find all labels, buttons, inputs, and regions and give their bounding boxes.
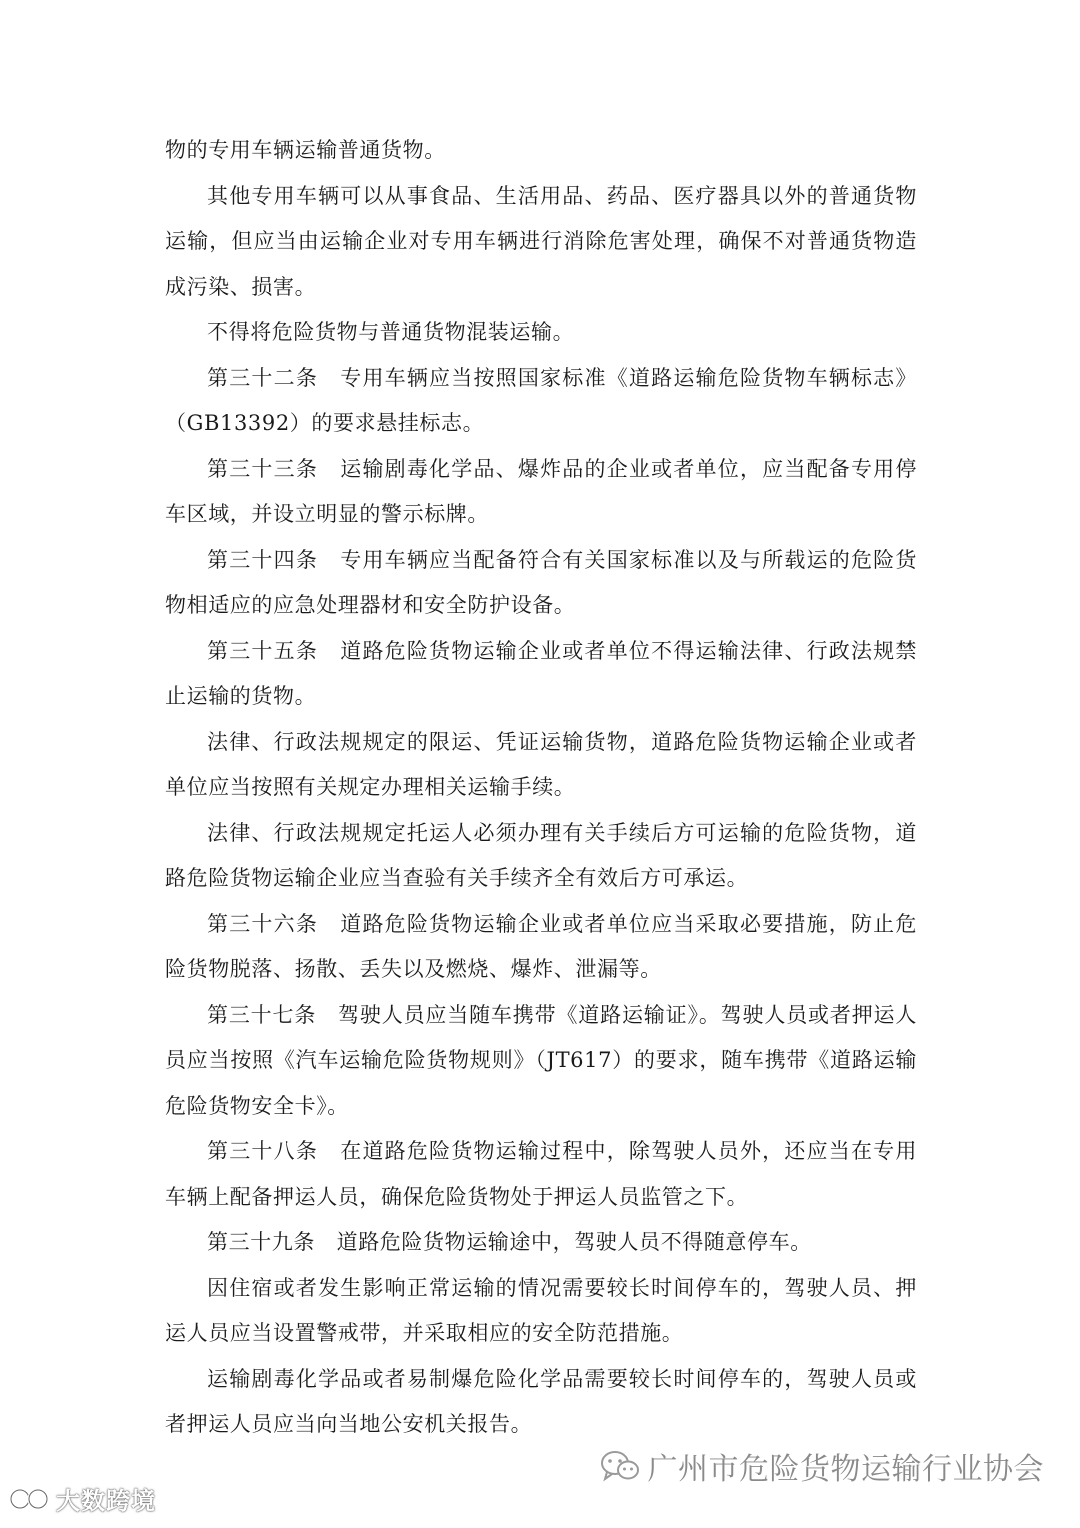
article-39-para-2: 因住宿或者发生影响正常运输的情况需要较长时间停车的，驾驶人员、押运人员应当设置警戒带，并采取相应的安全防范措施。 (165, 1275, 917, 1345)
paragraph-2: 其他专用车辆可以从事食品、生活用品、药品、医疗器具以外的普通货物运输，但应当由运输企业对专用车辆进行消除危害处理，确保不对普通货物造成污染、损害。 (165, 183, 917, 299)
article-38: 第三十八条 在道路危险货物运输过程中，除驾驶人员外，还应当在专用车辆上配备押运人员，确保危险货物处于押运人员监管之下。 (165, 1139, 917, 1209)
article-37: 第三十七条 驾驶人员应当随车携带《道路运输证》。驾驶人员或者押运人员应当按照《汽车运输危险货物规则》（JT617）的要求，随车携带《道路运输危险货物安全卡》。 (165, 1002, 917, 1118)
article-39: 第三十九条 道路危险货物运输途中，驾驶人员不得随意停车。 (207, 1230, 812, 1254)
brand-logo-icon (8, 1485, 52, 1513)
article-35: 第三十五条 道路危险货物运输企业或者单位不得运输法律、行政法规禁止运输的货物。 (165, 638, 917, 708)
article-35-para-3: 法律、行政法规规定托运人必须办理有关手续后方可运输的危险货物，道路危险货物运输企业应当查验有关手续齐全有效后方可承运。 (165, 820, 917, 890)
article-34: 第三十四条 专用车辆应当配备符合有关国家标准以及与所载运的危险货物相适应的应急处理器材和安全防护设备。 (165, 547, 917, 617)
brand-name: 大数跨境 (56, 1487, 156, 1515)
article-32: 第三十二条 专用车辆应当按照国家标准《道路运输危险货物车辆标志》（GB13392）的要求悬挂标志。 (165, 365, 917, 435)
article-33: 第三十三条 运输剧毒化学品、爆炸品的企业或者单位，应当配备专用停车区域，并设立明显的警示标牌。 (165, 456, 917, 526)
article-36: 第三十六条 道路危险货物运输企业或者单位应当采取必要措施，防止危险货物脱落、扬散、丢失以及燃烧、爆炸、泄漏等。 (165, 911, 917, 981)
paragraph-3: 不得将危险货物与普通货物混装运输。 (207, 320, 575, 344)
wechat-icon (600, 1449, 640, 1483)
article-35-para-2: 法律、行政法规规定的限运、凭证运输货物，道路危险货物运输企业或者单位应当按照有关规定办理相关运输手续。 (165, 729, 917, 799)
paragraph-1: 物的专用车辆运输普通货物。 (165, 138, 446, 162)
brand-watermark (8, 1481, 156, 1516)
document-page (165, 128, 917, 1448)
article-39-para-3: 运输剧毒化学品或者易制爆危险化学品需要较长时间停车的，驾驶人员或者押运人员应当向当地公安机关报告。 (165, 1366, 917, 1436)
association-name: 广州市危险货物运输行业协会 (647, 1452, 1044, 1487)
association-watermark (600, 1444, 1045, 1488)
